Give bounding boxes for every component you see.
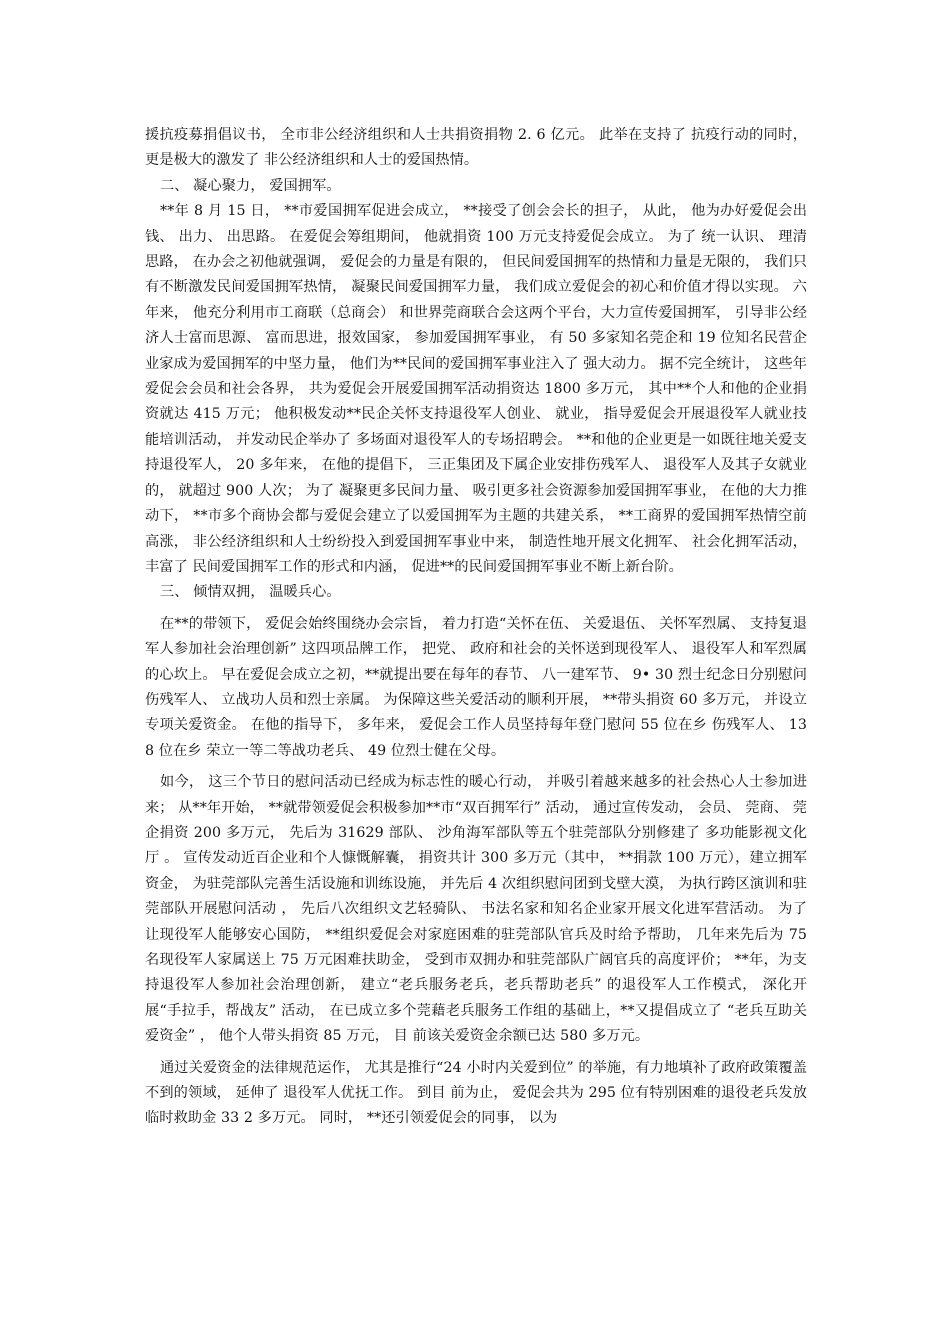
paragraph-continuation: 援抗疫募捐倡议书， 全市非公经济组织和人士共捐资捐物 2. 6 亿元。 此举在支持了 抗疫行动的同时， 更是极大的激发了 非公经济组织和人士的爱国热情。 bbox=[145, 127, 807, 169]
paragraph-holiday-visits: 如今， 这三个节日的慰问活动已经成为标志性的暖心行动， 并吸引着越来越多的社会热心人士参加进来； 从**年开始， **就带领爱促会积极参加**市“双百拥军行” 活动， 通过宣传发动， 会员、 莞商、 莞企捐资 200 多万元， 先后为 31629 部队、 沙角海军部队等五个驻莞部队分别修建了 多功能影视文化厅 。 宣传发动近百企业和个人慷慨解囊， 捐资共计 300 多万元（其中， **捐款 100 万元），建立拥军资金， 为驻莞部队完善生活设施和训练设施， 并先后 4 次组织慰问团到戈壁大漠， 为执行跨区演训和驻莞部队开展慰问活动 ， 先后八次组织文艺轻骑队、 书法名家和知名企业家开展文化进军营活动。 为了 让现役军人能够安心国防， **组织爱促会对家庭困难的驻莞部队官兵及时给予帮助， 几年来先后为 75 名现役军人家属送上 75 万元困难扶助金， 受到市双拥办和驻莞部队广阔官兵的高度评价； **年，为支持退役军人参加社会治理创新， 建立“老兵服务老兵，老兵帮助老兵” 的退役军人工作模式， 深化开展“手拉手，帮战友” 活动， 在已成立多个莞藉老兵服务工作组的基础上，**又提倡成立了 “老兵互助关爱资金” ， 他个人带头捐资 85 万元， 目 前该关爱资金余额已达 580 多万元。 bbox=[145, 774, 807, 1045]
section-heading-three: 三、 倾情双拥， 温暖兵心。 bbox=[160, 584, 341, 601]
section-heading-two: 二、 凝心聚力， 爱国拥军。 bbox=[160, 177, 341, 194]
document-body bbox=[145, 123, 807, 1132]
paragraph-four-brands: 在**的带领下， 爱促会始终围绕办会宗旨， 着力打造“关怀在伍、 关爱退伍、 关怀军烈属、 支持复退军人参加社会治理创新” 这四项品牌工作， 把党、 政府和社会的关怀送到现役军人、 退役军人和军烈属的心坎上。 早在爱促会成立之初，**就提出要在每年的春节、 八一建军节、 9• 30 烈士纪念日分别慰问伤残军人、 立战功人员和烈士亲属。 为保障这些关爱活动的顺利开展， **带头捐资 60 多万元， 并设立专项关爱资金。 在他的指导下， 多年来， 爱促会工作人员坚持每年登门慰问 55 位在乡 伤残军人、 138 位在乡 荣立一等二等战功老兵、 49 位烈士健在父母。 bbox=[145, 615, 807, 759]
paragraph-association-founding: **年 8 月 15 日， **市爱国拥军促进会成立， **接受了创会会长的担子， 从此， 他为办好爱促会出钱、 出力、 出思路。 在爱促会筹组期间， 他就捐资 100 万元支持爱促会成立。 为了 统一认识、 理清思路， 在办会之初他就强调， 爱促会的力量是有限的， 但民间爱国拥军的热情和力量是无限的， 我们只有不断激发民间爱国拥军热情， 凝聚民间爱国拥军力量， 我们成立爱促会的初心和价值才得以实现。 六年来， 他充分利用市工商联（总商会） 和世界莞商联合会这两个平台，大力宣传爱国拥军， 引导非公经济人士富而思源、 富而思进，报效国家， 参加爱国拥军事业， 有 50 多家知名莞企和 19 位知名民营企业家成为爱国拥军的中坚力量， 他们为**民间的爱国拥军事业注入了 强大动力。 据不完全统计， 这些年爱促会会员和社会各界， 共为爱促会开展爱国拥军活动捐资达 1800 多万元， 其中**个人和他的企业捐资就达 415 万元； 他积极发动**民企关怀支持退役军人创业、 就业， 指导爱促会开展退役军人就业技能培训活动， 并发动民企举办了 多场面对退役军人的专场招聘会。 **和他的企业更是一如既往地关爱支持退役军人， 20 多年来， 在他的提倡下， 三正集团及下属企业安排伤残军人、 退役军人及其子女就业的， 就超过 900 人次； 为了 凝聚更多民间力量、 吸引更多社会资源参加爱国拥军事业， 在他的大力推动下， **市多个商协会都与爱促会建立了以爱国拥军为主题的共建关系， **工商界的爱国拥军热情空前高涨， 非公经济组织和人士纷纷投入到爱国拥军事业中来， 制造性地开展文化拥军、 社会化拥军活动， 丰富了 民间爱国拥军工作的形式和内涵， 促进**的民间爱国拥军事业不断上新台阶。 bbox=[145, 203, 807, 575]
paragraph-care-fund: 通过关爱资金的法律规范运作， 尤其是推行“24 小时内关爱到位” 的举施，有力地填补了政府政策覆盖不到的领域， 延伸了 退役军人优抚工作。 到目 前为止， 爱促会共为 295 位有特别困难的退役老兵发放临时救助金 33 2 多万元。 同时， **还引领爱促会的同事， 以为 bbox=[145, 1059, 807, 1127]
